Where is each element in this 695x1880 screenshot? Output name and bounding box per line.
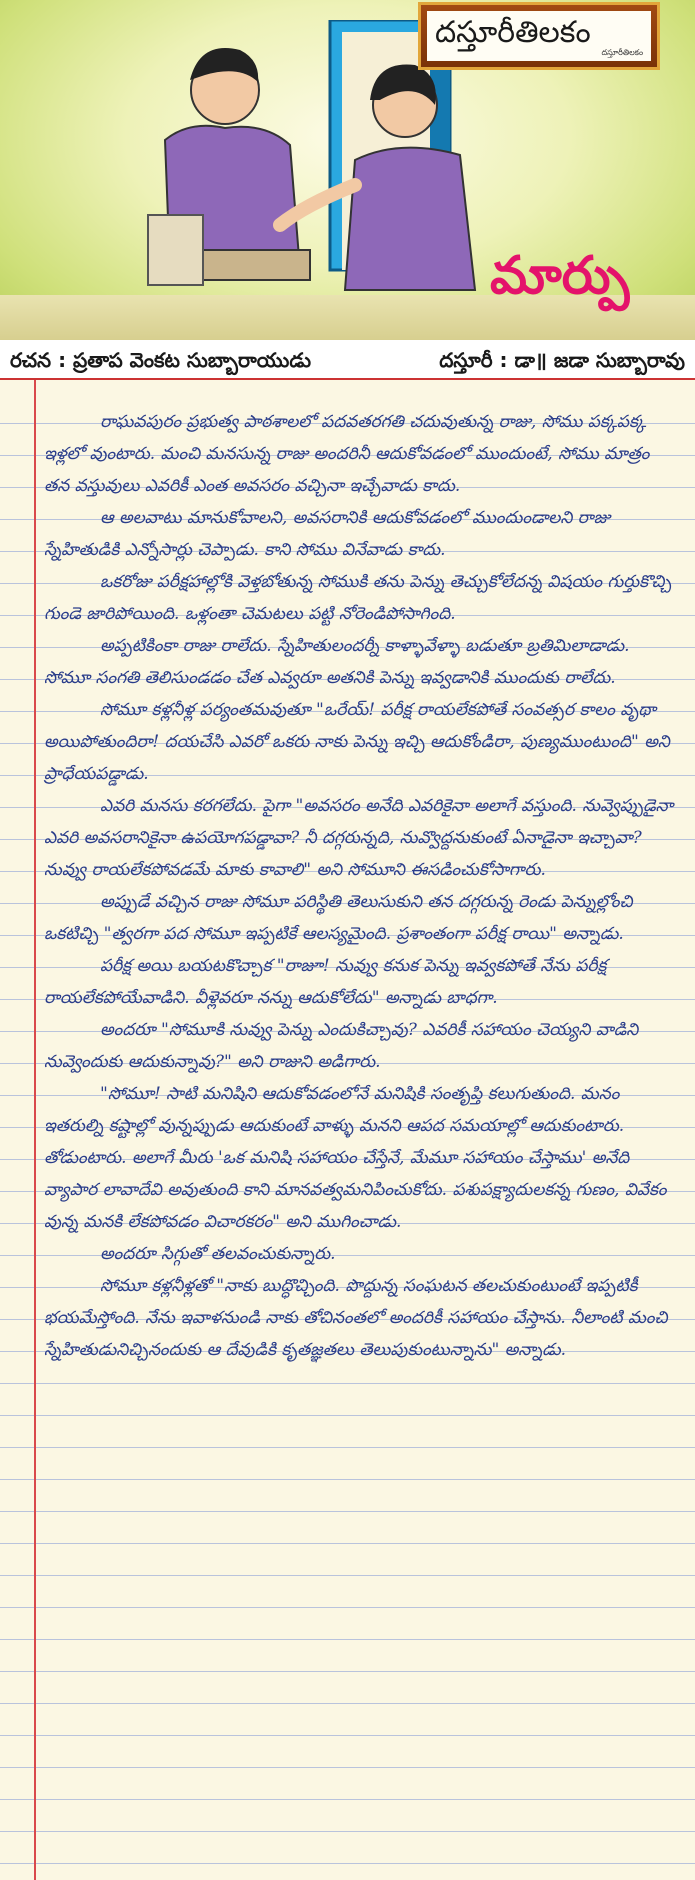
header-illustration [0,0,695,340]
paragraph: "సోమూ! సాటి మనిషిని ఆదుకోవడంలోనే మనిషికి సంతృప్తి కలుగుతుంది. మనం ఇతరుల్ని కష్టాల్లో వున్నప్పుడు ఆదుకుంటే వాళ్ళు మనని ఆపద సమయాల్లో ఆదుకుంటారు. తోడుంటారు. అలాగే మీరు 'ఒక మనిషి సహాయం చేస్తేనే, మేమూ సహాయం చేస్తాము' అనేది వ్యాపార లావాదేవి అవుతుంది కాని మానవత్వమనిపించుకోదు. పశుపక్ష్యాదులకన్న గుణం, వివేకం వున్న మనకి లేకపోవడం విచారకరం" అని ముగించాడు. [44,1084,667,1232]
logo-subtitle: దస్తూరీతిలకం [601,48,643,57]
credits-bar [0,340,695,380]
calligrapher-credit: దస్తూరీ : డా॥ జడా సుబ్బారావు [439,348,685,372]
paragraph: అందరూ "సోమూకి నువ్వు పెన్ను ఎందుకిచ్చావు? ఎవరికీ సహాయం చెయ్యని వాడిని నువ్వెందుకు ఆదుకున్నావు?" అని రాజుని అడిగారు. [44,1020,639,1072]
story-title: మార్పు [490,245,630,306]
paragraph: అందరూ సిగ్గుతో తలవంచుకున్నారు. [100,1244,336,1264]
paragraph: సోమూ కళ్లనీళ్ల పర్యంతమవుతూ "ఒరేయ్! పరీక్ష రాయలేకపోతే సంవత్సర కాలం వృథా అయిపోతుందిరా! దయచేసి ఎవరో ఒకరు నాకు పెన్ను ఇచ్చి ఆదుకోండిరా, పుణ్యముంటుంది" అని ప్రాధేయపడ్డాడు. [44,700,670,784]
paragraph: రాఘవపురం ప్రభుత్వ పాఠశాలలో పదవతరగతి చదువుతున్న రాజు, సోము పక్కపక్క ఇళ్లలో వుంటారు. మంచి మనసున్న రాజు అందరినీ ఆదుకోవడంలో ముందుంటే, సోము మాత్రం తన వస్తువులు ఎవరికీ ఎంత అవసరం వచ్చినా ఇచ్చేవాడు కాదు. [44,412,650,496]
notebook-paper [0,380,695,1880]
paragraph: అప్పుడే వచ్చిన రాజు సోమూ పరిస్థితి తెలుసుకుని తన దగ్గరున్న రెండు పెన్నుల్లోంచి ఒకటిచ్చి "త్వరగా పద సోమూ ఇప్పటికే ఆలస్యమైంది. ప్రశాంతంగా పరీక్ష రాయి" అన్నాడు. [44,892,633,944]
paragraph: ఆ అలవాటు మానుకోవాలని, అవసరానికి ఆదుకోవడంలో ముందుండాలని రాజు స్నేహితుడికి ఎన్నోసార్లు చెప్పాడు. కాని సోము వినేవాడు కాదు. [44,508,611,560]
margin-line [34,380,36,1880]
paragraph: ఒకరోజు పరీక్షహాల్లోకి వెళ్తబోతున్న సోముకి తను పెన్ను తెచ్చుకోలేదన్న విషయం గుర్తుకొచ్చి గుండె జారిపోయింది. ఒళ్లంతా చెమటలు పట్టి నోరెండిపోసాగింది. [44,572,672,624]
story-text [44,406,674,1366]
paragraph: అప్పటికింకా రాజు రాలేదు. స్నేహితులందర్నీ కాళ్ళావేళ్ళా బడుతూ బ్రతిమిలాడాడు. సోమూ సంగతి తెలిసుండడం చేత ఎవ్వరూ అతనికి పెన్ను ఇవ్వడానికి ముందుకు రాలేదు. [44,636,630,688]
paragraph: పరీక్ష అయి బయటకొచ్చాక "రాజూ! నువ్వు కనుక పెన్ను ఇవ్వకపోతే నేను పరీక్ష రాయలేకపోయేవాడిని. వీళ్లెవరూ నన్ను ఆదుకోలేదు" అన్నాడు బాధగా. [44,956,607,1008]
magazine-logo [418,2,660,70]
logo-text: దస్తూరీతిలకం [435,15,591,50]
author-credit: రచన : ప్రతాప వెంకట సుబ్బారాయుడు [10,348,312,372]
paragraph: ఎవరి మనసు కరగలేదు. పైగా "అవసరం అనేది ఎవరికైనా అలాగే వస్తుంది. నువ్వెప్పుడైనా ఎవరి అవసరానికైనా ఉపయోగపడ్డావా? నీ దగ్గరున్నది, నువ్వొద్దనుకుంటే ఏనాడైనా ఇచ్చావా? నువ్వు రాయలేకపోవడమే మాకు కావాలి" అని సోమూని ఈసడించుకోసాగారు. [44,796,674,880]
paragraph: సోమూ కళ్లనీళ్లతో "నాకు బుద్ధొచ్చింది. పొద్దున్న సంఘటన తలచుకుంటుంటే ఇప్పటికీ భయమేస్తోంది. నేను ఇవాళనుండి నాకు తోచినంతలో అందరికీ సహాయం చేస్తాను. నీలాంటి మంచి స్నేహితుడునిచ్చినందుకు ఆ దేవుడికి కృతజ్ఞతలు తెలుపుకుంటున్నాను" అన్నాడు. [44,1276,668,1360]
